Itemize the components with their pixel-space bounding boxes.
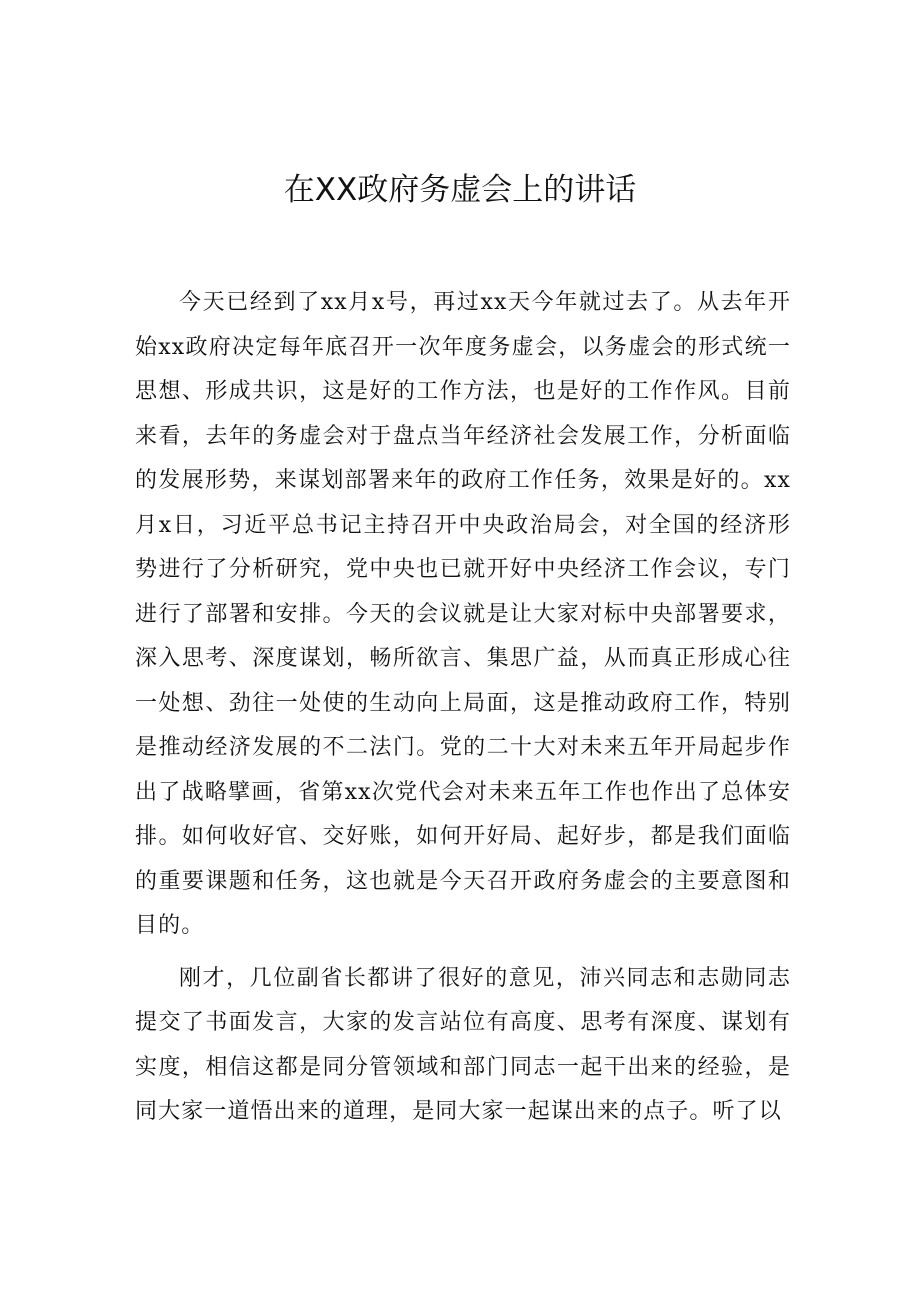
paragraph-1: 今天已经到了xx月x号，再过xx天今年就过去了。从去年开始xx政府决定每年底召开一次年度务虚会，以务虚会的形式统一思想、形成共识，这是好的工作方法，也是好的工作作风。目前来看，去年的务虚会对于盘点当年经济社会发展工作，分析面临的发展形势，来谋划部署来年的政府工作任务，效果是好的。xx月x日，习近平总书记主持召开中央政治局会，对全国的经济形势进行了分析研究，党中央也已就开好中央经济工作会议，专门进行了部署和安排。今天的会议就是让大家对标中央部署要求，深入思考、深度谋划，畅所欲言、集思广益，从而真正形成心往一处想、劲往一处使的生动向上局面，这是推动政府工作，特别是推动经济发展的不二法门。党的二十大对未来五年开局起步作出了战略擘画，省第xx次党代会对未来五年工作也作出了总体安排。如何收好官、交好账，如何开好局、起好步，都是我们面临的重要课题和任务，这也就是今天召开政府务虚会的主要意图和目的。 bbox=[135, 290, 791, 938]
document-title: 在XX政府务虚会上的讲话 bbox=[283, 172, 637, 208]
document-body bbox=[135, 281, 791, 1143]
paragraph-2: 刚才，几位副省长都讲了很好的意见，沛兴同志和志勋同志提交了书面发言，大家的发言站位有高度、思考有深度、谋划有实度，相信这都是同分管领域和部门同志一起干出来的经验，是同大家一道悟出来的道理，是同大家一起谋出来的点子。听了以 bbox=[135, 965, 791, 1124]
